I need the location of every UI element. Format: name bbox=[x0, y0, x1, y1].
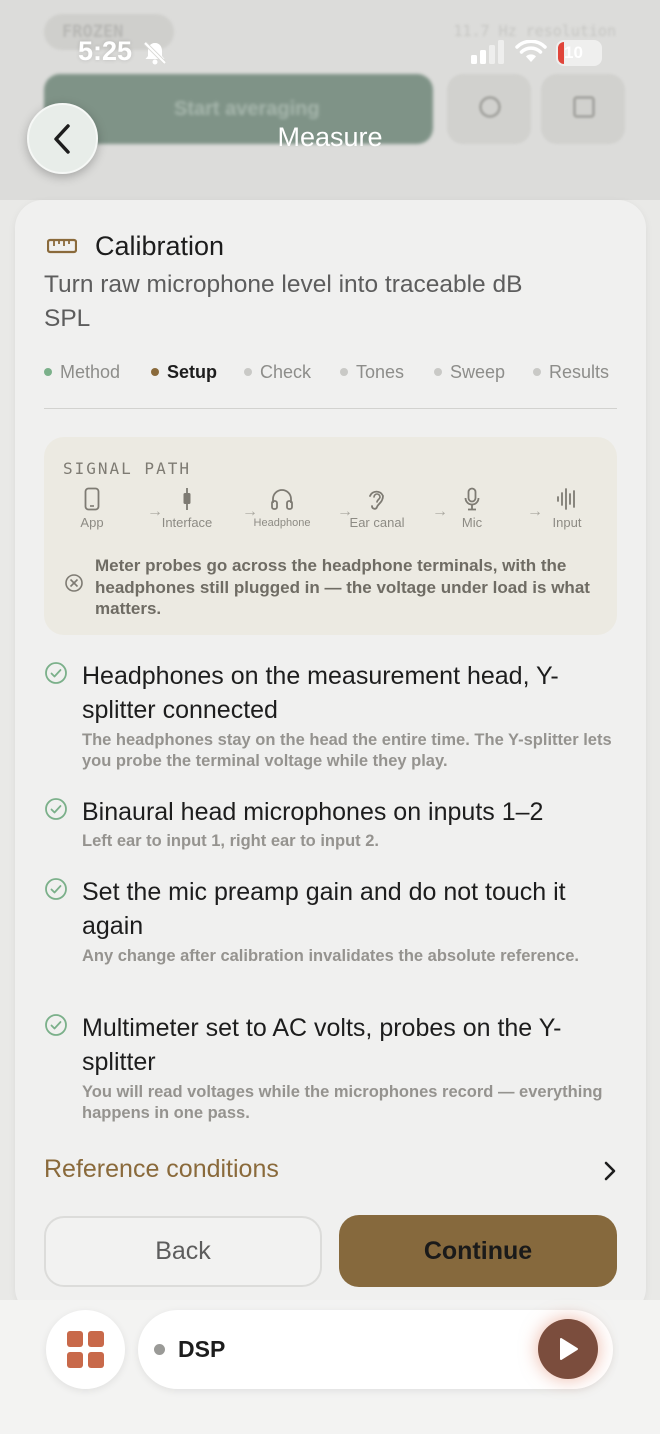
back-button[interactable]: Back bbox=[44, 1216, 322, 1287]
node-label: Headphone bbox=[253, 517, 311, 529]
step-dot bbox=[244, 368, 252, 376]
checklist-title: Headphones on the measurement head, Y-splitter connected bbox=[82, 662, 559, 724]
frozen-badge: FROZEN bbox=[44, 14, 174, 50]
start-averaging-button: Start averaging bbox=[44, 74, 433, 144]
card-subtitle: Turn raw microphone level into traceable dB SPL bbox=[44, 271, 523, 332]
status-bar bbox=[0, 0, 660, 100]
signal-path-label: SIGNAL PATH bbox=[63, 459, 191, 478]
checklist-detail: The headphones stay on the head the entire time. The Y-splitter lets you probe the terminal voltage while they play. bbox=[82, 731, 612, 770]
node-label: Mic bbox=[461, 515, 483, 530]
arrow-icon: → bbox=[527, 503, 543, 520]
checklist-title: Set the mic preamp gain and do not touch it again bbox=[82, 878, 566, 940]
step-dot bbox=[340, 368, 348, 376]
chevron-right-icon[interactable] bbox=[603, 1160, 617, 1182]
dsp-label: DSP bbox=[178, 1336, 226, 1362]
step-dot bbox=[434, 368, 442, 376]
signal-path-panel bbox=[44, 437, 617, 635]
signal-node-interface bbox=[147, 487, 227, 530]
signal-node-ear-canal bbox=[337, 487, 417, 530]
waveform-icon bbox=[556, 487, 578, 511]
node-label: App bbox=[80, 515, 104, 530]
divider bbox=[44, 408, 617, 409]
cell-signal-icon bbox=[471, 40, 505, 64]
grid-icon bbox=[67, 1331, 104, 1368]
signal-node-app bbox=[52, 487, 132, 530]
check-circle-icon bbox=[44, 797, 68, 821]
grid-menu-button[interactable] bbox=[46, 1310, 125, 1389]
step-label: Tones bbox=[356, 362, 405, 382]
card-title: Calibration bbox=[95, 231, 225, 261]
node-label: Input bbox=[552, 515, 582, 530]
play-button[interactable] bbox=[538, 1319, 598, 1379]
step-label: Check bbox=[260, 362, 312, 382]
ear-icon bbox=[367, 487, 387, 511]
signal-node-headphone bbox=[242, 487, 322, 529]
dsp-player-bar[interactable] bbox=[138, 1310, 613, 1389]
checklist-title: Binaural head microphones on inputs 1–2 bbox=[82, 798, 544, 826]
wifi-icon bbox=[515, 40, 547, 64]
step-progress bbox=[44, 362, 619, 386]
play-icon bbox=[559, 1337, 579, 1361]
bell-muted-icon bbox=[142, 40, 168, 66]
step-label: Method bbox=[60, 362, 121, 382]
arrow-icon: → bbox=[337, 503, 353, 520]
node-label: Ear canal bbox=[349, 515, 405, 530]
checklist-detail: Left ear to input 1, right ear to input 2. bbox=[82, 832, 380, 850]
step-setup[interactable] bbox=[151, 362, 217, 383]
checklist-title: Multimeter set to AC volts, probes on the Y-splitter bbox=[82, 1014, 562, 1076]
signal-path-note: Meter probes go across the headphone terminals, with the headphones still plugged in — the voltage under load is what matters. bbox=[95, 556, 590, 618]
check-circle-icon bbox=[44, 661, 68, 685]
resolution-readout: 11.7 Hz resolution bbox=[453, 22, 616, 40]
step-dot bbox=[44, 368, 52, 376]
step-label: Results bbox=[549, 362, 610, 382]
check-circle-icon bbox=[44, 1013, 68, 1037]
battery-level: 10 bbox=[564, 43, 583, 62]
battery-indicator bbox=[556, 40, 602, 66]
step-tones[interactable] bbox=[340, 362, 404, 383]
dsp-status-dot bbox=[154, 1344, 165, 1355]
headphones-icon bbox=[270, 487, 294, 511]
phone-icon bbox=[84, 487, 100, 511]
plug-icon bbox=[181, 487, 193, 511]
signal-node-input bbox=[527, 487, 607, 530]
step-label: Sweep bbox=[450, 362, 506, 382]
signal-node-mic bbox=[432, 487, 512, 530]
arrow-icon: → bbox=[432, 503, 448, 520]
step-dot bbox=[151, 368, 159, 376]
ruler-icon bbox=[47, 238, 77, 254]
step-check[interactable] bbox=[244, 362, 311, 383]
checklist-detail: You will read voltages while the microphones record — everything happens in one pass. bbox=[82, 1083, 603, 1122]
step-label: Setup bbox=[167, 362, 218, 382]
node-label: Interface bbox=[161, 515, 213, 530]
check-circle-icon bbox=[44, 877, 68, 901]
step-sweep[interactable] bbox=[434, 362, 505, 383]
arrow-icon: → bbox=[147, 503, 163, 520]
step-dot bbox=[533, 368, 541, 376]
step-results[interactable] bbox=[533, 362, 609, 383]
page-title: Measure bbox=[277, 122, 383, 152]
calibration-card bbox=[15, 200, 646, 1316]
close-circle-icon bbox=[64, 573, 84, 593]
reference-conditions-link[interactable]: Reference conditions bbox=[44, 1155, 279, 1183]
mic-icon bbox=[463, 487, 481, 511]
arrow-icon: → bbox=[242, 503, 258, 520]
checklist-detail: Any change after calibration invalidates the absolute reference. bbox=[82, 947, 579, 965]
status-time: 5:25 bbox=[78, 36, 133, 66]
continue-button[interactable]: Continue bbox=[339, 1215, 617, 1287]
step-method[interactable] bbox=[44, 362, 120, 383]
